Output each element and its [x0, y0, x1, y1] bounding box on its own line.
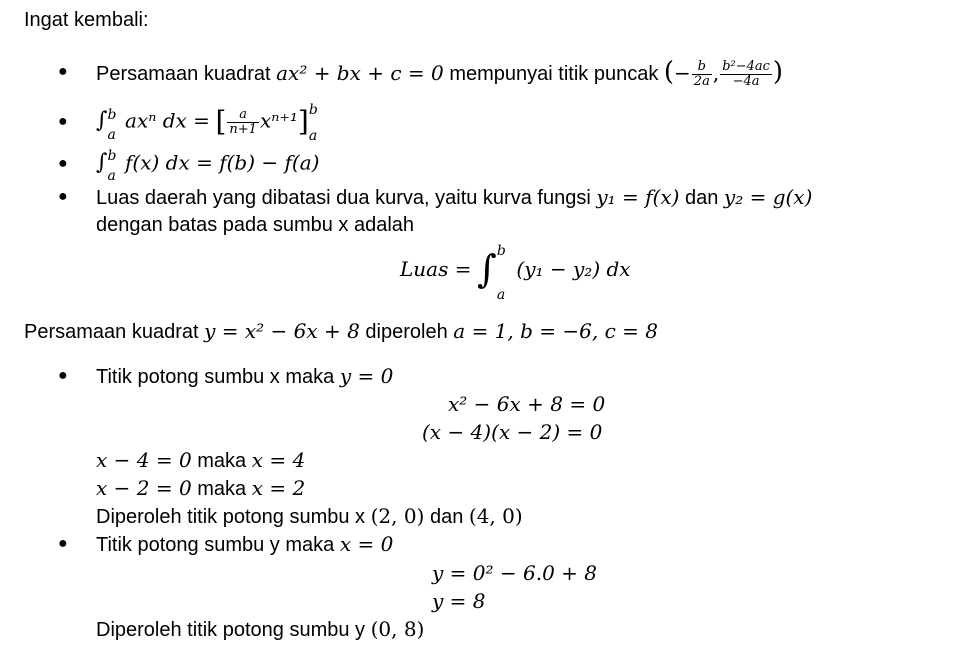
quadratic-statement [24, 319, 658, 344]
b2-power: xⁿ⁺¹ [259, 108, 298, 133]
b2-frac-den: n+1 [229, 121, 257, 137]
b1-text: Persamaan kuadrat [96, 63, 271, 85]
luas-upper: b [496, 243, 506, 259]
b4-y2: y₂ = g(x) [723, 185, 813, 209]
pk-eq: y = x² − 6x + 8 [204, 319, 360, 343]
b4-t1: Luas daerah yang dibatasi dua kurva, yaitu kurva fungsi [96, 187, 591, 209]
b4-t2: dan [684, 187, 719, 209]
b1-paren-open: ( [663, 57, 675, 87]
bullet-6-marker: ● [58, 535, 68, 552]
sx-cond: y = 0 [339, 364, 394, 388]
b1-text2: mempunyai titik puncak [449, 63, 659, 85]
bullet-3 [96, 148, 320, 184]
sy-result [96, 617, 424, 642]
b2-bracket-open: [ [215, 105, 227, 138]
b2-bracket-lower: a [308, 128, 318, 144]
sx-l1a: x − 4 = 0 [96, 448, 192, 472]
sy-res-t: Diperoleh titik potong sumbu y [96, 619, 366, 641]
sx-res-t2: dan [429, 506, 464, 528]
sx-title [96, 364, 393, 389]
b2-frac-num: a [227, 108, 259, 123]
b3-upper: b [107, 148, 117, 164]
b1-frac1 [692, 60, 712, 89]
sx-l2b: maka [197, 478, 247, 500]
bullet-4-line2: dengan batas pada sumbu x adalah [96, 214, 415, 236]
sy-eq1: y = 0² − 6.0 + 8 [432, 561, 597, 585]
sx-l1b: maka [197, 450, 247, 472]
b1-comma: , [712, 61, 720, 85]
b4-y1: y₁ = f(x) [596, 185, 680, 209]
b2-bracket-upper: b [308, 102, 318, 118]
b2-upper: b [107, 107, 117, 123]
sy-cond: x = 0 [339, 532, 394, 556]
bullet-4-marker: ● [58, 188, 68, 205]
bullet-1 [96, 57, 784, 90]
pk-coef: a = 1, b = −6, c = 8 [453, 319, 658, 343]
sx-p1: (2, 0) [370, 504, 425, 528]
b1-minus: − [674, 61, 691, 85]
luas-label: Luas = [400, 257, 472, 281]
sx-eq1: x² − 6x + 8 = 0 [448, 392, 606, 416]
sx-result [96, 504, 523, 529]
b3-expr: f(x) dx = f(b) − f(a) [125, 150, 320, 175]
b1-frac2-num: b²−4ac [722, 59, 770, 75]
b1-paren-close: ) [772, 57, 784, 87]
b2-lower: a [107, 127, 116, 143]
b1-frac1-num: b [692, 60, 712, 75]
luas-formula [400, 240, 631, 303]
b2-integral-sign: ∫ [96, 108, 108, 134]
sx-line2 [96, 476, 305, 501]
sx-res-t: Diperoleh titik potong sumbu x [96, 506, 366, 528]
bullet-1-marker: ● [58, 63, 68, 80]
sy-title [96, 532, 393, 557]
bullet-4-line1 [96, 185, 812, 210]
bullet-2-marker: ● [58, 113, 68, 130]
bullet-3-marker: ● [58, 155, 68, 172]
pk-t2: diperoleh [365, 321, 448, 343]
b2-integrand: axⁿ dx = [125, 108, 210, 133]
pk-t1: Persamaan kuadrat [24, 321, 199, 343]
sx-l2a: x − 2 = 0 [96, 476, 192, 500]
b1-frac2 [720, 60, 772, 89]
b2-bracket-close: ] [297, 105, 309, 138]
b1-eq: ax² + bx + c = 0 [276, 61, 444, 85]
heading: Ingat kembali: [24, 9, 149, 31]
b3-lower: a [107, 168, 116, 184]
luas-integral-sign: ∫ [477, 247, 497, 291]
sx-l2c: x = 2 [251, 476, 306, 500]
sy-p: (0, 8) [370, 617, 425, 641]
sy-eq2: y = 8 [432, 589, 486, 613]
b1-frac2-den: −4a [732, 74, 760, 90]
sy-t1: Titik potong sumbu y maka [96, 534, 335, 556]
bullet-5-marker: ● [58, 367, 68, 384]
bullet-2 [96, 104, 321, 144]
sx-l1c: x = 4 [251, 448, 306, 472]
luas-expr: (y₁ − y₂) dx [516, 257, 631, 281]
sx-eq2: (x − 4)(x − 2) = 0 [422, 420, 603, 444]
sx-line1 [96, 448, 305, 473]
b3-integral-sign: ∫ [96, 150, 108, 176]
b2-frac [227, 108, 259, 137]
sx-p2: (4, 0) [468, 504, 523, 528]
b1-frac1-den: 2a [693, 74, 710, 90]
sx-t1: Titik potong sumbu x maka [96, 366, 335, 388]
luas-lower: a [496, 287, 506, 303]
